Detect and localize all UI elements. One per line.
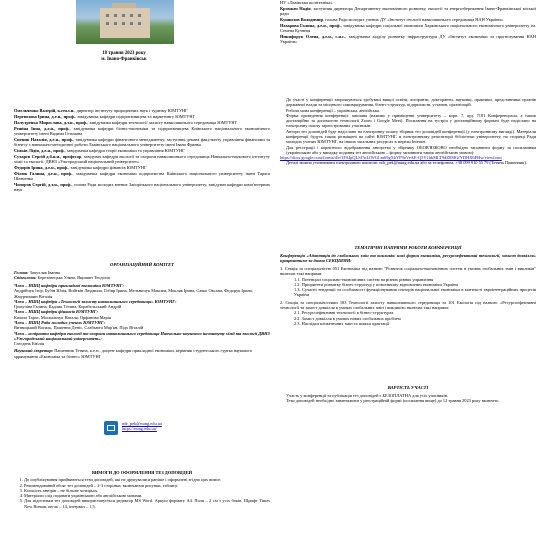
member-name: Назарова Галина, д.е.н., проф. [280, 22, 341, 28]
section-2-items [280, 310, 536, 326]
committee-section-title: Член – НШЦ кафедри фінансів ЮМТУНГ: [14, 309, 98, 315]
conference-city: м. Івано-Франківськ [101, 57, 147, 63]
member-role: , голова Ради молодих учених ДУ «Інститут геології навколишнього середовища НАН України» [323, 17, 503, 23]
contact-block [104, 419, 224, 441]
member-name: Никифорук Олена, д.е.н., с.н.с. [280, 34, 346, 40]
committee-member [14, 114, 270, 119]
topic-item: 2.1. Ресурсоефективні технології в бізнес-структурах [294, 310, 394, 316]
conference-date: 18 травня 2023 року [102, 51, 146, 56]
university-logo-icon [104, 421, 118, 435]
member-role: , завідувачка кафедри економіки підприємства Київського національного університету імені Тараса Шевченка [14, 170, 271, 182]
info-paragraph: Робоча мова конференції – українська, англійська. [286, 107, 380, 113]
section-1-title: 1. Секція за спеціальністю 051 Економіка під назвою "Розвиток соціально-економічних систем в умовах глобальних змін і викликів" включає такі напрями: [280, 266, 536, 277]
scientific-secretary: Науковий секретар: Пашенник Тетяна, к.е.н., доцент кафедри прикладної економіки, керівник студентського гуртка наукового spрямування «Економіка та бізнес» ЮМТУНГ [14, 348, 253, 359]
requirement-item: 2. Рекомендований обсяг тез доповідей – 2-3 сторінки, включаючи рисунки, таблиці. [24, 483, 270, 488]
committee-section-title: Член – аспіранти кафедри екології та охорони навколишнього середовища Навчально-наукового інституту хімії та екології ДВНЗ «Ужгородський національний університет»: [14, 330, 270, 341]
left-column [14, 0, 272, 540]
member-name: Сухарєв Сергій д.б.н.н., професор [14, 153, 82, 159]
member-role: , завідувачка кафедри підприємництва та маркетингу ЮМТУНГ [74, 113, 196, 119]
member-role: , завідувачка кафедри фінансів ЮМТУНГ [68, 164, 147, 170]
committee-members-continued [280, 0, 536, 45]
section-1-items [280, 277, 536, 298]
requirement-item: 4. Матеріали слід подавати українською або англійською мовами. [24, 493, 270, 498]
cost-text: Участь у конференції та публікація тез доповідей є БЕЗОПЛАТНА для усіх учасників. [286, 392, 448, 398]
committee-section-title: Член – НШЦ Рада молодих учених ЮМТУНГ: [14, 320, 106, 326]
topic-item: 1.3. Сучасні тенденції та особливості функціонування секторів національної економіки в контексті євроінтеграційних процесів України [294, 287, 536, 298]
member-name: Чопоров Сергій, д.т.н., проф. [14, 182, 72, 187]
topic-item: 1.2. Пріоритети розвитку бізнес-структур у повоєнному відновленні економіки України [294, 281, 458, 287]
topic-item: 1.1. Потенціал соціально-економічних систем на різних рівнях управління [294, 276, 434, 282]
committee-member [14, 108, 270, 113]
committee-member [14, 148, 270, 153]
committee-section-title: Член – НШЦ кафедри прикладної економіки ЮМТУНГ: [14, 283, 124, 289]
member-role: , заступник директора Департаменту економічного розвитку, екології та енергозбереження Івано-Франківської міської ради [280, 5, 537, 17]
member-role: , завідувачка кафедри бізнес-економіки та підприємництва Київського національного економічного університету імені Вадима Гетьмана [14, 125, 270, 136]
committee-member [14, 120, 270, 125]
requirements-section [14, 470, 270, 509]
committee-head: Голова: Запухляк Іванна [14, 269, 61, 275]
committee-section-members: Глеєдень Емілія [14, 341, 44, 347]
requirement-item: 1. До опублікування приймаються тези доповідей, які не друкувалися раніше і оформлені згідно цих вимог. [24, 477, 270, 482]
member-role: , завідувачка кафедри соціальної економіки Харківського національного економічного університету ім. Семена Кузнеця [280, 22, 536, 34]
registration-form-link[interactable]: https://docs.google.com/forms/d/e/1FAIpQLSf7nLfWGLm69gXkYF9oVeAE-Q5Y1hkMLT9dZ0MGfYDHX6FHw/viewform [280, 155, 502, 161]
requirement-item: 5. Для підготовки тез доповідей використовується редактор MS Word. Аркуш формату А4. Поля – 2 см з усіх боків. Шрифт Times New Roman, кегль – 14, інтервал – 1,5. [24, 498, 270, 509]
committee-section-members: Андрійчук Ігор, Бубін Юлія, Войтків Людмила, Гобир Ірина, Мельничук Максим, Мокляк Ірина, Сачко Оксана, Федорук Ірина, Жмурчишин Віталія [14, 288, 253, 299]
member-role: , завідувачка кафедри технології захисту навколишнього середовища ЮМТУНГ [87, 119, 238, 125]
member-name: Перевозова Ірина, д.е.н., проф. [14, 113, 75, 119]
committee-member [14, 171, 270, 182]
university-building-photo [76, 0, 174, 44]
info-paragraph: Автори тез доповідей буде надіслано на електронну пошту збірник тез доповідей конференції (у електронному вигляді). Матеріали конференції будуть також розміщені на сайті ЮМТУНГ, в електронному репозиторії бібліотеки університету, на сторінці Ради молодих учених ЮМТУНГ, на інших загальних ресурсах в мережі Internet. [286, 128, 536, 145]
info-paragraph: Форма проведення конференції: змішана (наживо у приміщенні університету – корп. 7, ауд. 7101 Конференцзала, а також дистанційно за допомогою технології Zoom і Google Meet). Посилання на зустріч у дистанційному форматі буде надіслано на електронну пошту зареєстрованих учасників. [286, 112, 536, 129]
committee-member [280, 17, 536, 22]
committee-member [14, 165, 270, 170]
member-role: НУ «Львівська політехніка» [280, 0, 333, 5]
member-role: , голова Ради молодих вчених Запорізького національного університету, завідувач кафедри комп'ютерних наук [14, 182, 270, 193]
committee-member [280, 23, 536, 34]
member-name: Ситник Наталія, д.е.н., проф. [14, 136, 73, 142]
committee-cochairs: Співголови: Березовецька Уляна, Яцишин Теодозія [14, 274, 110, 280]
member-name: Полутренко Мирослава, д.т.н., проф. [14, 119, 88, 125]
committee-member [280, 34, 536, 45]
member-name: Решіна Інна, д.е.н., проф. [14, 125, 70, 131]
member-role: , завідувач кафедри екології та охорони навколишнього середовища Навчально-наукового інституту хімії та екології, ДВНЗ «Ужгородський національний університет» [14, 153, 270, 165]
member-name: Кушнєзов Володимир [280, 17, 324, 23]
cost-section [280, 385, 536, 403]
deadline-text: Тези доповідей необхідно завантажити у реєстраційній формі (посилання вище) до 12 травня 2023 року включно. [286, 397, 500, 403]
requirements-list [14, 477, 270, 509]
committee-section-members: Качала Тарас, Москальчук Наталя, Орфанова Марія [14, 314, 111, 320]
topic-item: 2.3. Наслідки кліматичних змін та шляхи адаптації [294, 320, 390, 326]
topics-intro: Конференція «Адаптація до глобальних змін та викликів: нові форми економіки, ресурсоефективні технології, захист довкілля» працюватиме за двома СЕКЦІЯМИ: [280, 252, 536, 263]
info-paragraph: До участі у конференції запрошуються здобувачі вищої освіти, аспіранти, докторанти, науковці, практики, представники органів державної влади та місцевого самоврядування, бізнес-структур, підприємств, установ, організацій. [286, 97, 536, 108]
committee-member [14, 126, 270, 137]
committee-section-title: Член – НШЦ кафедри «Технології захисту навколишнього середовища» ЮМТУНГ: [14, 298, 177, 304]
requirements-heading: ВИМОГИ ДО ОФОРМЛЕННЯ ТЕЗ ДОПОВІДЕЙ [91, 470, 193, 475]
cost-heading: ВАРТІСТЬ УЧАСТІ [387, 385, 429, 390]
committee-section-members: Витвицький Василь, Пашенна Деніс, Слабьюта Мар'ян, Підх Віталій [14, 325, 144, 331]
committee-section-members: Гризуліна Галина, Кадлик Тетяна, Корабельський Андрій [14, 304, 122, 310]
organizing-committee-heading: ОРГАНІЗАЦІЙНИЙ КОМІТЕТ [110, 262, 174, 267]
committee-member [280, 6, 536, 17]
topics-section [280, 245, 536, 326]
committee-sections [14, 283, 270, 346]
committee-member [14, 137, 270, 148]
info-paragraph: Для реєстрації і коректного відображення авторства у збірнику ОБОВ'ЯЗКОВО необхідно заповнити форму за посиланням (українською або у випадку подання тез англійською – форму заповнити також англійською мовою): [286, 144, 536, 155]
committee-member [14, 182, 270, 193]
member-name: Кромкач Надія [280, 5, 311, 11]
date-and-city [74, 51, 174, 64]
right-column [280, 0, 538, 540]
member-name: Сімків Лідія, д.е.н., проф. [14, 147, 65, 153]
member-name: Омельченко Валерій, к.геол.н. [14, 108, 75, 113]
member-name: Філюк Галина, д.е.н., проф. [14, 170, 73, 176]
member-role: , завідувачка кафедри фінансового менеджменту, заступник декана факультету управління фінансами та бізнесу з навчально-методичної роботи Львівського національного університету імені Івана Франка [14, 136, 270, 148]
organizing-committee [14, 262, 270, 359]
committee-member [280, 0, 536, 5]
committee-members-list [14, 108, 270, 193]
member-role: , завідувачка кафедри теорії економіки та управління ЮМТУНГ [64, 147, 185, 153]
member-name: Федорів Ірина, д.е.н., проф. [14, 164, 69, 170]
participation-info [280, 97, 536, 166]
info-paragraph: Деталі можна уточнювати електронною поштою: ndr_pek@nung.edu.ua або за телефоном: +38 099 910 55 79 (Тетяна Пашенник). [286, 160, 527, 166]
topic-item: 2.2. Захист довкілля в умовах нових глобальних проблем [294, 315, 401, 321]
member-role: , завідувачка відділу розвитку інфраструктури ДУ «Інститут економіки та прогнозування НАН України» [280, 34, 536, 45]
committee-member [14, 154, 270, 165]
topics-heading: ТЕМАТИЧНІ НАПРЯМИ РОБОТИ КОНФЕРЕНЦІЇ [354, 245, 462, 250]
university-site-link[interactable]: https://nung.edu.ua/ [122, 426, 157, 432]
requirement-item: 3. Кількість авторів – не більше чотирьох. [24, 488, 270, 493]
contact-email-link[interactable]: ndr_pek@nung.edu.ua [122, 421, 162, 426]
section-2-title: 2. Секція за спеціальностями 183 Технології захисту навколишнього середовища та 101 Екологія під назвою: «Ресурсоефективні технології та захист довкілля в умовах глобальних змін і викликів» включає такі напрями: [280, 299, 536, 311]
member-role: , директор інституту природничих наук і туризму ЮМТУНГ [74, 108, 188, 113]
